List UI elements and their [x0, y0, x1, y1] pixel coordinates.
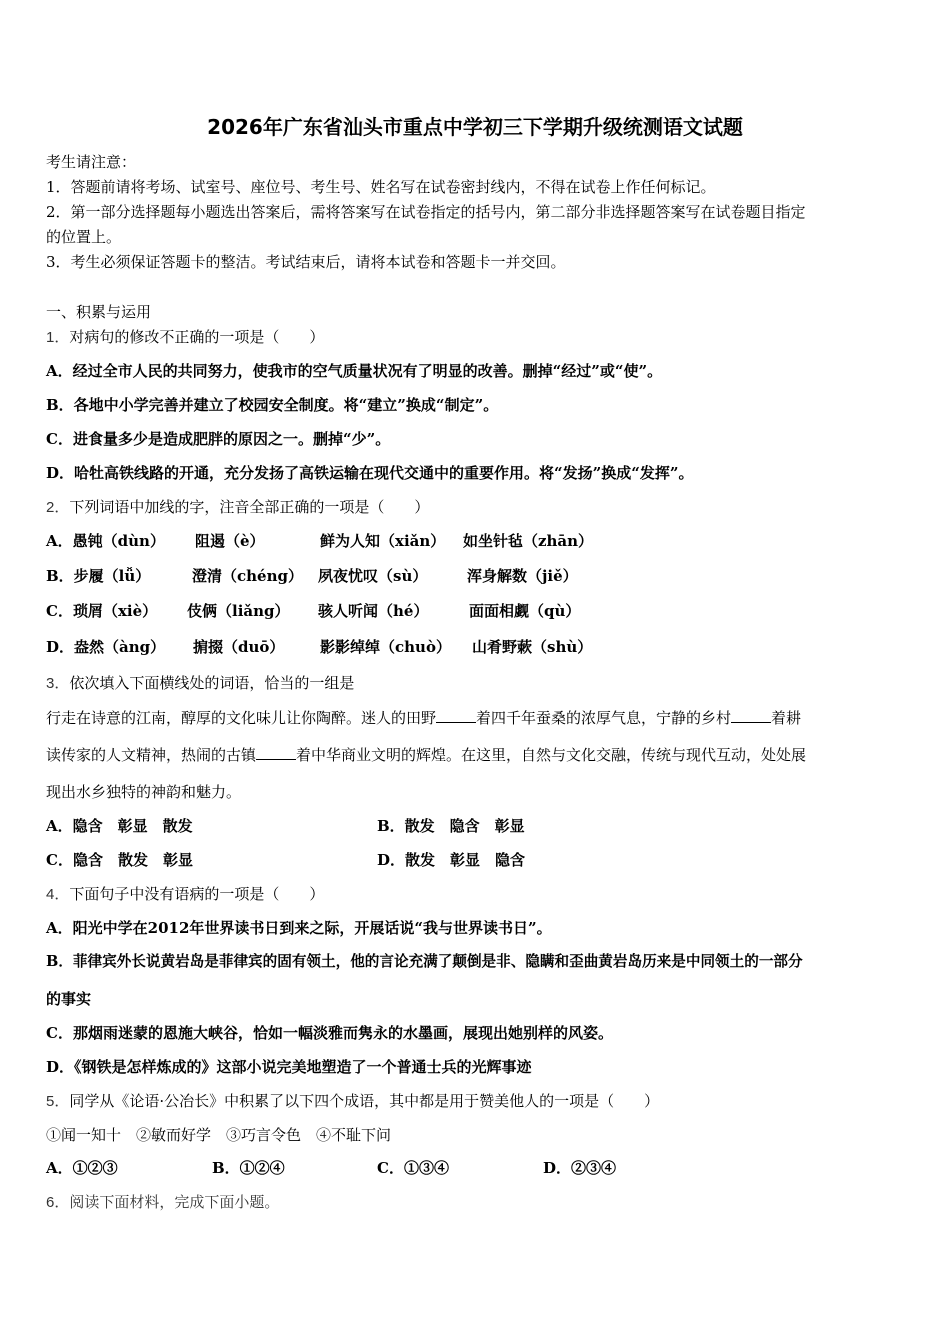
q4-option-b-line-1: B．菲律宾外长说黄岩岛是菲律宾的固有领土，他的言论充满了颠倒是非、隐瞒和歪曲黄岩岛历来是中同领土的一部分 — [46, 953, 803, 970]
q2-option-b-1: B．步履（lǚ） — [46, 567, 151, 585]
q3-passage-line-1 — [46, 708, 801, 728]
question-4-stem — [46, 884, 324, 905]
question-text: 对病句的修改不正确的一项是（ ） — [69, 328, 325, 346]
q2-option-c-4: 面面相觑（qù） — [469, 602, 581, 620]
q2-option-a-2: 阻遏（è） — [195, 532, 265, 550]
question-1-stem — [46, 327, 324, 348]
fill-blank — [731, 708, 771, 723]
q2-option-d-3: 影影绰绰（chuò） — [320, 638, 451, 656]
q2-option-d-1: D．盎然（àng） — [46, 638, 166, 656]
question-number: 1． — [46, 329, 70, 346]
q5-items: ①闻一知十 ②敏而好学 ③巧言令色 ④不耻下问 — [46, 1126, 392, 1144]
q1-option-c: C．进食量多少是造成肥胖的原因之一。删掉“少”。 — [46, 430, 391, 448]
q2-option-c-3: 骇人听闻（hé） — [318, 602, 429, 620]
question-text: 阅读下面材料，完成下面小题。 — [69, 1193, 280, 1211]
question-text: 同学从《论语·公冶长》中积累了以下四个成语，其中都是用于赞美他人的一项是（ ） — [69, 1092, 660, 1110]
q2-option-a-4: 如坐针毡（zhān） — [463, 532, 594, 550]
q4-option-c: C．那烟雨迷蒙的恩施大峡谷，恰如一幅淡雅而隽永的水墨画，展现出她别样的风姿。 — [46, 1024, 613, 1042]
q2-option-b-3: 夙夜忧叹（sù） — [318, 567, 428, 585]
q5-option-d: D．②③④ — [543, 1159, 617, 1177]
q3-option-c: C．隐含 散发 彰显 — [46, 851, 193, 869]
question-number: 3． — [46, 675, 70, 692]
q3-option-a: A．隐含 彰显 散发 — [46, 817, 193, 835]
fill-blank — [256, 745, 296, 760]
passage-text: 着四千年蚕桑的浓厚气息，宁静的乡村 — [476, 709, 732, 727]
q5-option-b: B．①②④ — [212, 1159, 285, 1177]
question-6-stem — [46, 1192, 279, 1213]
q5-option-a: A．①②③ — [46, 1159, 118, 1177]
notice-item-3: 3．考生必须保证答题卡的整洁。考试结束后，请将本试卷和答题卡一并交回。 — [46, 253, 566, 271]
q2-option-c-1: C．琐屑（xiè） — [46, 602, 158, 620]
question-5-stem — [46, 1091, 659, 1112]
q4-option-a: A．阳光中学在2012年世界读书日到来之际，开展话说“我与世界读书日”。 — [46, 919, 552, 937]
q1-option-a: A．经过全市人民的共同努力，使我市的空气质量状况有了明显的改善。删掉“经过”或“使”。 — [46, 362, 663, 380]
q3-option-b: B．散发 隐含 彰显 — [377, 817, 525, 835]
notice-heading: 考生请注意： — [46, 153, 137, 171]
q2-option-a-1: A．愚钝（dùn） — [46, 532, 165, 550]
question-number: 6． — [46, 1194, 70, 1211]
question-text: 依次填入下面横线处的词语，恰当的一组是 — [69, 674, 355, 692]
q2-option-d-4: 山肴野蔌（shù） — [472, 638, 593, 656]
q3-passage-line-2 — [46, 745, 806, 765]
question-number: 4． — [46, 886, 70, 903]
q2-option-c-2: 伎俩（liǎng） — [187, 602, 290, 620]
q5-option-c: C．①③④ — [377, 1159, 449, 1177]
question-number: 5． — [46, 1093, 70, 1110]
q4-option-b-line-2: 的事实 — [46, 990, 92, 1008]
passage-text: 行走在诗意的江南，醇厚的文化味儿让你陶醉。迷人的田野 — [46, 709, 437, 727]
q2-option-a-3: 鲜为人知（xiǎn） — [320, 532, 446, 550]
notice-item-1: 1．答题前请将考场、试室号、座位号、考生号、姓名写在试卷密封线内，不得在试卷上作任何标记。 — [46, 178, 716, 196]
fill-blank — [436, 708, 476, 723]
q1-option-d: D．哈牡高铁线路的开通，充分发扬了高铁运输在现代交通中的重要作用。将“发扬”换成“发挥”。 — [46, 464, 694, 482]
q2-option-b-2: 澄清（chéng） — [192, 567, 303, 585]
question-text: 下列词语中加线的字，注音全部正确的一项是（ ） — [69, 498, 430, 516]
question-number: 2． — [46, 499, 70, 516]
page-title: 2026年广东省汕头市重点中学初三下学期升级统测语文试题 — [207, 115, 743, 139]
notice-item-2a: 2．第一部分选择题每小题选出答案后，需将答案写在试卷指定的括号内，第二部分非选择题答案写在试卷题目指定 — [46, 203, 806, 221]
question-3-stem — [46, 673, 354, 694]
passage-text: 着中华商业文明的辉煌。在这里，自然与文化交融，传统与现代互动，处处展 — [296, 746, 807, 764]
q1-option-b: B．各地中小学完善并建立了校园安全制度。将“建立”换成“制定”。 — [46, 396, 499, 414]
notice-item-2b: 的位置上。 — [46, 228, 122, 246]
q3-option-d: D．散发 彰显 隐含 — [377, 851, 526, 869]
q4-option-d: D．《钢铁是怎样炼成的》这部小说完美地塑造了一个普通士兵的光辉事迹 — [46, 1058, 532, 1076]
q3-passage-line-3: 现出水乡独特的神韵和魅力。 — [46, 783, 242, 801]
passage-text: 着耕 — [771, 709, 802, 727]
q2-option-b-4: 浑身解数（jiě） — [467, 567, 578, 585]
question-2-stem — [46, 497, 429, 518]
passage-text: 读传家的人文精神，热闹的古镇 — [46, 746, 257, 764]
question-text: 下面句子中没有语病的一项是（ ） — [69, 885, 325, 903]
q2-option-d-2: 掮掇（duō） — [193, 638, 285, 656]
section-heading: 一、积累与运用 — [46, 303, 152, 321]
